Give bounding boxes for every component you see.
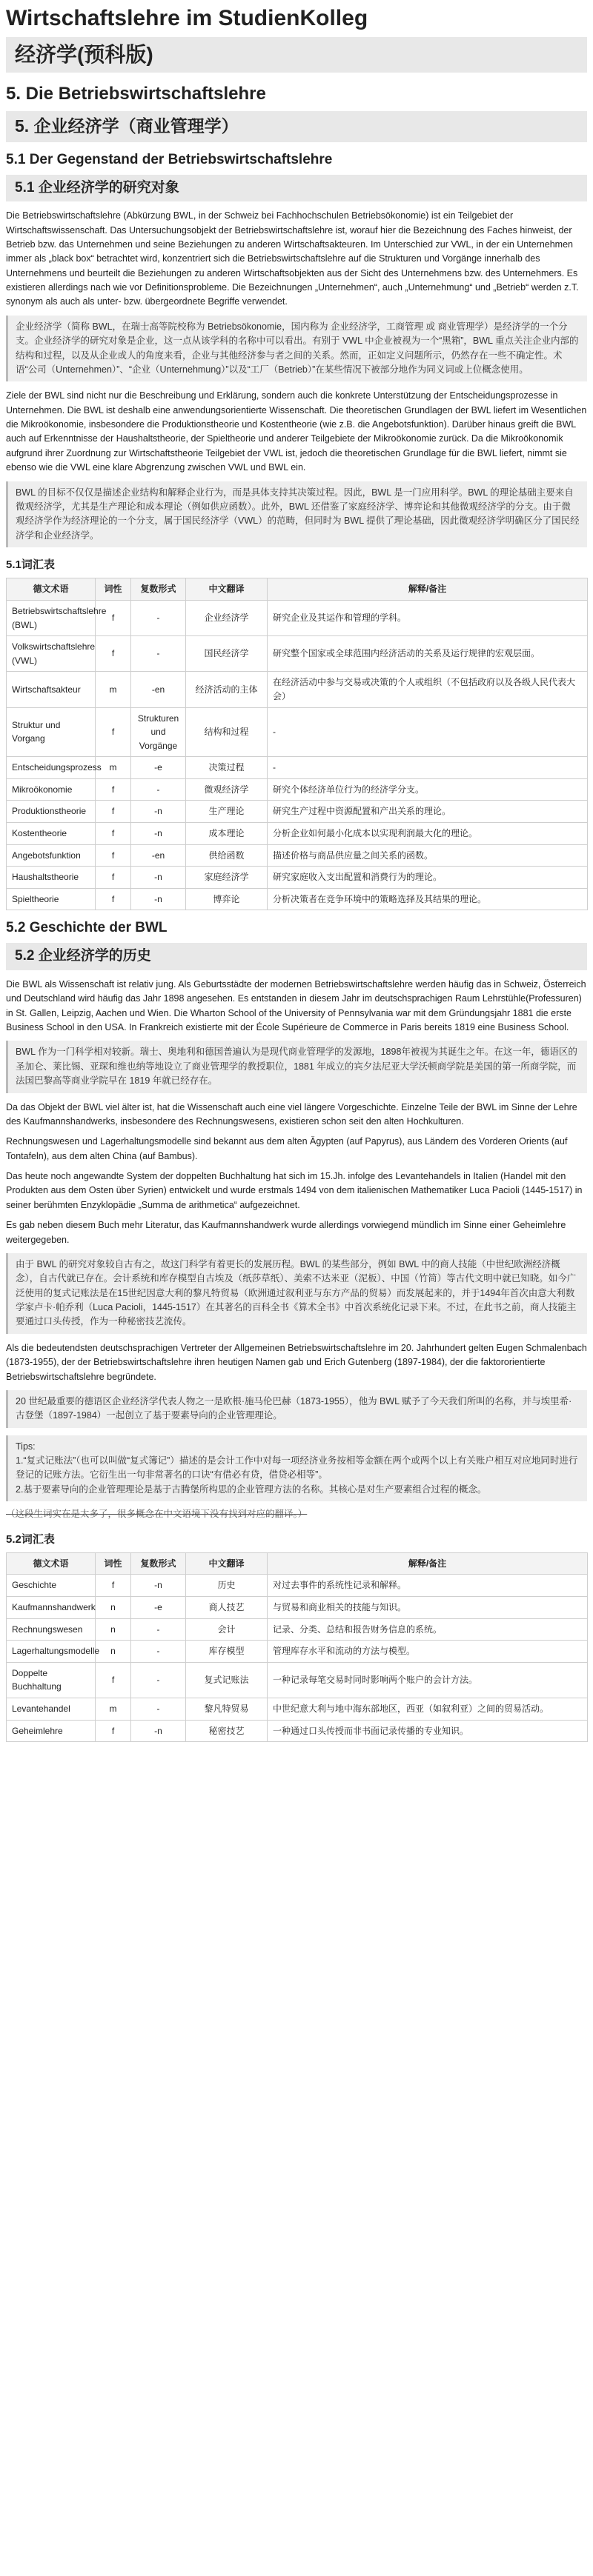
notes-cell: 中世纪意大利与地中海东部地区，西亚（如叙利亚）之间的贸易活动。: [268, 1698, 588, 1720]
term-cell: Spieltheorie: [7, 888, 96, 910]
plural-cell: -n: [131, 867, 186, 889]
col-header-notes: 解释/备注: [268, 578, 588, 601]
plural-cell: Strukturen und Vorgänge: [131, 707, 186, 757]
plural-cell: -n: [131, 1720, 186, 1742]
col-header-notes: 解释/备注: [268, 1552, 588, 1575]
plural-cell: -: [131, 1618, 186, 1641]
page-title: Wirtschaftslehre im StudienKolleg: [6, 6, 368, 30]
term-cell: Wirtschaftsakteur: [7, 672, 96, 707]
term-cell: Entscheidungsprozess: [7, 757, 96, 779]
table-row: [7, 1662, 588, 1698]
chapter-heading: 5. Die Betriebswirtschaftslehre: [6, 83, 266, 104]
section-5-2-translation-1: BWL 作为一门科学相对较新。瑞士、奥地利和德国普遍认为是现代商业管理学的发源地，1898年被视为其诞生之年。在这一年，德语区的圣加仑、莱比锡、亚琛和维也纳等地设立了商业管理学的教授职位，1881 年成立的宾夕法尼亚大学沃顿商学院是美国的第一所商学院，而法国巴黎高等商业学院早在 1819 年就已经存在。: [6, 1041, 587, 1092]
pos-cell: f: [96, 867, 131, 889]
translation-cell: 成本理论: [186, 823, 268, 845]
col-header-translation: 中文翻译: [186, 578, 268, 601]
plural-cell: -en: [131, 844, 186, 867]
section-5-2-paragraph-1: Die BWL als Wissenschaft ist relativ jung. Als Geburtsstädte der modernen Betriebswirtschaftslehre werden häufig das in Schweiz, Österreich und Deutschland wird häufig das Jahr 1898 angesehen. Es entstanden in diesem Jahr im deutschsprachigen Raum Lehrstühle(Professuren) in St. Gallen, Leipzig, Aachen und Wien. Die Wharton School of the University of Pennsylvania war mit dem Gründungsjahr 1881 die erste Business School in den USA. In Frankreich existierte mit der École Supérieure de Commerce in Paris bereits 1819 eine Business School.: [6, 978, 586, 1032]
vocab-table-header: [7, 1552, 588, 1575]
plural-cell: -: [131, 778, 186, 801]
col-header-plural: 复数形式: [131, 1552, 186, 1575]
translation-cell: 决策过程: [186, 757, 268, 779]
term-cell: Rechnungswesen: [7, 1618, 96, 1641]
pos-cell: f: [96, 844, 131, 867]
tips-label: Tips:: [16, 1441, 36, 1452]
vocab-table-header: [7, 578, 588, 601]
notes-cell: 与贸易和商业相关的技能与知识。: [268, 1596, 588, 1618]
table-row: [7, 801, 588, 823]
tips-box: [6, 1435, 587, 1502]
pos-cell: f: [96, 1720, 131, 1742]
notes-cell: -: [268, 707, 588, 757]
pos-cell: n: [96, 1596, 131, 1618]
section-5-2-heading: 5.2 Geschichte der BWL: [6, 920, 168, 936]
translation-cell: 历史: [186, 1575, 268, 1597]
vocab-table-5-2: [6, 1552, 588, 1742]
pos-cell: n: [96, 1618, 131, 1641]
table-row: [7, 1575, 588, 1597]
table-row: [7, 1720, 588, 1742]
translation-cell: 经济活动的主体: [186, 672, 268, 707]
term-cell: Volkswirtschaftslehre (VWL): [7, 636, 96, 672]
term-cell: Kaufmannshandwerk: [7, 1596, 96, 1618]
table-row: [7, 823, 588, 845]
term-cell: Struktur und Vorgang: [7, 707, 96, 757]
page-title-zh: 经济学(预科版): [6, 37, 587, 73]
table-row: [7, 600, 588, 635]
table-row: [7, 757, 588, 779]
col-header-term: 德文术语: [7, 1552, 96, 1575]
translation-cell: 复式记账法: [186, 1662, 268, 1698]
notes-cell: 研究家庭收入支出配置和消费行为的理论。: [268, 867, 588, 889]
term-cell: Angebotsfunktion: [7, 844, 96, 867]
section-5-2-paragraph-3: Rechnungswesen und Lagerhaltungsmodelle sind bekannt aus dem alten Ägypten (auf Papyrus), aus Ländern des Vorderen Orients (auf Tontafeln), aus dem alten China (auf Bambus).: [6, 1136, 568, 1161]
pos-cell: f: [96, 636, 131, 672]
term-cell: Haushaltstheorie: [7, 867, 96, 889]
section-5-2-translation-2: 由于 BWL 的研究对象较自古有之，故这门科学有着更长的发展历程。BWL 的某些部分，例如 BWL 中的商人技能（中世纪欧洲经济概念），自古代就已存在。会计系统和库存模型自古埃及（纸莎草纸）、美索不达米亚（泥板）、中国（竹简）等古代文明中就已知晓。如今广泛使用的复式记账法是在15世纪因意大利的黎凡特贸易（欧洲通过叙利亚与东方产品的贸易）而发展起来的，并于1494年首次由意大利数学家卢卡·帕乔利（Luca Pacioli，1445-1517）在其著名的百科全书《算术全书》中首次系统化记录下来。不过，在此书之前，商人技能主要通过口头传授，作为一种秘密技艺流传。: [6, 1253, 587, 1334]
translation-cell: 库存模型: [186, 1641, 268, 1663]
col-header-term: 德文术语: [7, 578, 96, 601]
table-row: [7, 1698, 588, 1720]
pos-cell: f: [96, 801, 131, 823]
pos-cell: f: [96, 600, 131, 635]
table-row: [7, 1596, 588, 1618]
pos-cell: f: [96, 778, 131, 801]
struck-remark: （这段生词实在是太多了，很多概念在中文语境下没有找到对应的翻译。）: [6, 1509, 308, 1520]
plural-cell: -e: [131, 757, 186, 779]
translation-cell: 博弈论: [186, 888, 268, 910]
table-row: [7, 888, 588, 910]
pos-cell: f: [96, 1575, 131, 1597]
col-header-pos: 词性: [96, 1552, 131, 1575]
translation-cell: 企业经济学: [186, 600, 268, 635]
col-header-translation: 中文翻译: [186, 1552, 268, 1575]
plural-cell: -: [131, 600, 186, 635]
section-5-1-translation-2: BWL 的目标不仅仅是描述企业结构和解释企业行为，而是具体支持其决策过程。因此，BWL 是一门应用科学。BWL 的理论基础主要来自微观经济学，尤其是生产理论和成本理论（例如供应函数）。此外，BWL 还借鉴了家庭经济学、博弈论和其他微观经济学的分支。由于微观经济学作为经济理论的一个分支，属于国民经济学（VWL）的范畴，但同时为 BWL 提供了理论基础，因此微观经济学明确区分了国民经济学和企业经济学。: [6, 481, 587, 548]
section-5-2-heading-zh: 5.2 企业经济学的历史: [6, 943, 587, 970]
notes-cell: 描述价格与商品供应量之间关系的函数。: [268, 844, 588, 867]
pos-cell: m: [96, 1698, 131, 1720]
plural-cell: -en: [131, 672, 186, 707]
notes-cell: 研究生产过程中资源配置和产出关系的理论。: [268, 801, 588, 823]
notes-cell: 研究个体经济单位行为的经济学分支。: [268, 778, 588, 801]
translation-cell: 家庭经济学: [186, 867, 268, 889]
translation-cell: 商人技艺: [186, 1596, 268, 1618]
notes-cell: 一种记录每笔交易时同时影响两个账户的会计方法。: [268, 1662, 588, 1698]
translation-cell: 黎凡特贸易: [186, 1698, 268, 1720]
plural-cell: -: [131, 1698, 186, 1720]
notes-cell: 分析企业如何最小化成本以实现利润最大化的理论。: [268, 823, 588, 845]
term-cell: Doppelte Buchhaltung: [7, 1662, 96, 1698]
section-5-2-paragraph-4: Das heute noch angewandte System der doppelten Buchhaltung hat sich im 15.Jh. infolge des Levantehandels in Italien (Handel mit den Produkten aus dem Osten über Syrien) entwickelt und wurde erstmals 1494 von dem italienischen Mathematiker Luca Pacioli (1445-1517) in seiner berühmten Enzyklopädie „Summa de arithmetica“ aufgezeichnet.: [6, 1171, 583, 1210]
pos-cell: m: [96, 757, 131, 779]
plural-cell: -n: [131, 1575, 186, 1597]
term-cell: Betriebswirtschaftslehre (BWL): [7, 600, 96, 635]
translation-cell: 微观经济学: [186, 778, 268, 801]
section-5-1-paragraph-1: Die Betriebswirtschaftslehre (Abkürzung BWL, in der Schweiz bei Fachhochschulen Betriebsökonomie) ist ein Teilgebiet der Wirtschaftswissenschaft. Das Untersuchungsobjekt der Betriebswirtschaftslehre ist, worauf hier die Bezeichnung des Faches hinweist, der Betrieb bzw. das Unternehmen und seine Beziehungen zu anderen Wirtschaftsakteuren. Im Unterschied zur VWL, in der ein Unternehmen immer als „black box“ betrachtet wird, konzentriert sich die Betriebswirtschaftslehre auf die Strukturen und Vorgänge innerhalb des Unternehmens und beurteilt die Beziehungen zu anderen Wirtschaftsobjekten aus der Sicht des Unternehmens bzw. des Unternehmers. Es existieren allerdings nach wie vor Definitionsprobleme. Die Bezeichnungen „Unternehmen“, auch „Unternehmung“ und „Betrieb“ werden z.T. synonym als auch als unter- bzw. übergeordnete Begriffe verwendet.: [6, 210, 579, 307]
notes-cell: 记录、分类、总结和报告财务信息的系统。: [268, 1618, 588, 1641]
plural-cell: -n: [131, 823, 186, 845]
plural-cell: -: [131, 636, 186, 672]
tip-1: 1.“复式记账法”（也可以叫做“复式簿记”）描述的是会计工作中对每一项经济业务按相等金额在两个或两个以上有关账户相互对应地同时进行登记的记账方法。它衍生出一句非常著名的口诀“有借必有贷，借贷必相等”。: [16, 1455, 578, 1481]
table-row: [7, 672, 588, 707]
table-row: [7, 1641, 588, 1663]
notes-cell: 在经济活动中参与交易或决策的个人或组织（不包括政府以及各级人民代表大会）: [268, 672, 588, 707]
pos-cell: f: [96, 1662, 131, 1698]
chapter-heading-zh: 5. 企业经济学（商业管理学）: [6, 111, 587, 142]
notes-cell: 一种通过口头传授而非书面记录传播的专业知识。: [268, 1720, 588, 1742]
notes-cell: 分析决策者在竞争环境中的策略选择及其结果的理论。: [268, 888, 588, 910]
plural-cell: -: [131, 1641, 186, 1663]
section-5-1-heading: 5.1 Der Gegenstand der Betriebswirtschaftslehre: [6, 151, 333, 167]
section-5-1-translation-1: 企业经济学（简称 BWL，在瑞士高等院校称为 Betriebsökonomie，国内称为 企业经济学，工商管理 或 商业管理学）是经济学的一个分支。企业经济学的研究对象是企业，这一点从该学科的名称中可以看出。有别于 VWL 中企业被视为一个“黑箱”，BWL 重点关注企业内部的结构和过程，以及从企业或人的角度来看，企业与其他经济参与者之间的关系。然而，正如定义问题所示，仍然存在一些不确定性。术语“公司（Unternehmen）”、“企业（Unternehmung）”以及“工厂（Betrieb）”在某些情况下被部分地作为同义词或上位概念使用。: [6, 316, 587, 382]
term-cell: Lagerhaltungsmodelle: [7, 1641, 96, 1663]
term-cell: Produktionstheorie: [7, 801, 96, 823]
translation-cell: 生产理论: [186, 801, 268, 823]
pos-cell: m: [96, 672, 131, 707]
notes-cell: 研究整个国家或全球范围内经济活动的关系及运行规律的宏观层面。: [268, 636, 588, 672]
vocab-5-2-heading: 5.2词汇表: [6, 1532, 55, 1546]
col-header-pos: 词性: [96, 578, 131, 601]
plural-cell: -n: [131, 801, 186, 823]
pos-cell: f: [96, 888, 131, 910]
section-5-1-heading-zh: 5.1 企业经济学的研究对象: [6, 175, 587, 202]
table-row: [7, 844, 588, 867]
vocab-table-5-1: [6, 578, 588, 910]
notes-cell: 对过去事件的系统性记录和解释。: [268, 1575, 588, 1597]
translation-cell: 供给函数: [186, 844, 268, 867]
notes-cell: 管理库存水平和流动的方法与模型。: [268, 1641, 588, 1663]
section-5-2-paragraph-2: Da das Objekt der BWL viel älter ist, hat die Wissenschaft auch eine viel längere Vorgeschichte. Einzelne Teile der BWL im Sinne der Lehre des Kaufmannshandwerks, insbesondere des Rechnungswesens, existieren schon seit den alten Hochkulturen.: [6, 1101, 577, 1127]
pos-cell: n: [96, 1641, 131, 1663]
section-5-2-paragraph-5: Es gab neben diesem Buch mehr Literatur, das Kaufmannshandwerk wurde allerdings vorwiegend mündlich im Sinne einer Geheimlehre weitergegeben.: [6, 1220, 566, 1245]
table-row: [7, 1618, 588, 1641]
plural-cell: -n: [131, 888, 186, 910]
pos-cell: f: [96, 707, 131, 757]
translation-cell: 结构和过程: [186, 707, 268, 757]
notes-cell: 研究企业及其运作和管理的学科。: [268, 600, 588, 635]
plural-cell: -: [131, 1662, 186, 1698]
translation-cell: 国民经济学: [186, 636, 268, 672]
term-cell: Levantehandel: [7, 1698, 96, 1720]
notes-cell: -: [268, 757, 588, 779]
section-5-1-paragraph-2: Ziele der BWL sind nicht nur die Beschreibung und Erklärung, sondern auch die konkrete Unterstützung der Entscheidungsprozesse in Unternehmen. Die BWL ist deshalb eine anwendungsorientierte Wissenschaft. Die theoretischen Grundlagen der BWL liefert im Wesentlichen die Mikroökonomie, insbesondere die Produktionstheorie und Kostentheorie (wie z.B. die Angebotsfunktion). Darüber hinaus greift die BWL auch auf Erkenntnisse der Haushaltstheorie, der Spieltheorie und anderer Teilgebiete der Mikroökonomie zurück. Da die Mikroökonomik aufgrund ihrer Zuordnung zur Wirtschaftstheorie Teilgebiet der VWL ist, jedoch die theoretischen Grundlage für die BWL liefert, nimmt sie ebenso wie die VWL eine klare Abgrenzung zwischen VWL und BWL ein.: [6, 390, 587, 473]
section-5-2-translation-3: 20 世纪最重要的德语区企业经济学代表人物之一是欧根·施马伦巴赫（1873-1955），他为 BWL 赋予了今天我们所叫的名称，并与埃里希·古登堡（1897-1984）一起创立了基于要素导向的企业管理理论。: [6, 1390, 587, 1428]
table-row: [7, 707, 588, 757]
pos-cell: f: [96, 823, 131, 845]
table-row: [7, 867, 588, 889]
term-cell: Kostentheorie: [7, 823, 96, 845]
table-row: [7, 636, 588, 672]
vocab-5-1-heading: 5.1词汇表: [6, 558, 55, 572]
term-cell: Geschichte: [7, 1575, 96, 1597]
section-5-2-paragraph-6: Als die bedeutendsten deutschsprachigen Vertreter der Allgemeinen Betriebswirtschaftslehre im 20. Jahrhundert gelten Eugen Schmalenbach (1873-1955), der der Betriebswirtschaftslehre ihren heutigen Namen gab und Erich Gutenberg (1897-1984), der die faktororientierte Betriebswirtschaftslehre begründete.: [6, 1342, 587, 1382]
col-header-plural: 复数形式: [131, 578, 186, 601]
translation-cell: 秘密技艺: [186, 1720, 268, 1742]
plural-cell: -e: [131, 1596, 186, 1618]
translation-cell: 会计: [186, 1618, 268, 1641]
term-cell: Geheimlehre: [7, 1720, 96, 1742]
term-cell: Mikroökonomie: [7, 778, 96, 801]
tip-2: 2.基于要素导向的企业管理理论是基于古腾堡所构思的企业管理方法的名称。其核心是对生产要素组合过程的概念。: [16, 1484, 487, 1495]
table-row: [7, 778, 588, 801]
